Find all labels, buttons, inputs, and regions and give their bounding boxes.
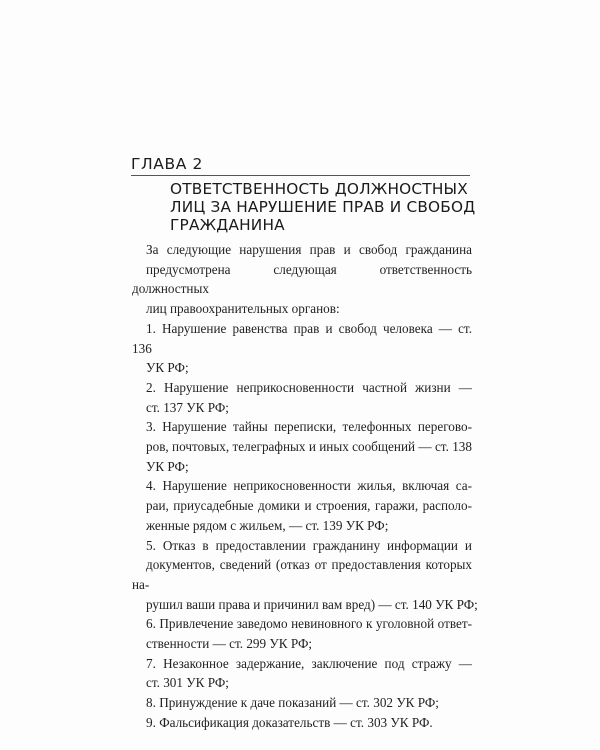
chapter-title-line: ЛИЦ ЗА НАРУШЕНИЕ ПРАВ И СВОБОД [170,198,476,216]
list-item [132,417,472,476]
chapter-title-line: ГРАЖДАНИНА [170,216,285,234]
text-line: 7. Незаконное задержание, заключение под стражу — [146,655,472,671]
chapter-label: ГЛАВА 2 [131,155,203,173]
text-line: лиц правоохранительных органов: [146,301,340,317]
text-line: раи, приусадебные домики и строения, гаражи, располо- [146,498,472,514]
text-line: 2. Нарушение неприкосновенности частной жизни — [146,379,472,395]
text-line: женные рядом с жильем, — ст. 139 УК РФ; [146,517,389,533]
list-item [132,536,478,615]
list-item [132,476,472,535]
chapter-title-line: ОТВЕТСТВЕННОСТЬ ДОЛЖНОСТНЫХ [170,180,468,198]
text-line: УК РФ; [146,360,189,376]
text-line: 3. Нарушение тайны переписки, телефонных перегово- [146,419,472,435]
list-item [132,614,472,653]
text-line: 5. Отказ в предоставлении гражданину информации и [146,537,472,553]
list-item [132,378,472,417]
text-line: ст. 137 УК РФ; [146,399,229,415]
text-line: УК РФ; [146,458,189,474]
text-line: рушил ваши права и причинил вам вред) — ст. 140 УК РФ; [146,596,478,612]
text-line: документов, сведений (отказ от предоставления которых на- [132,557,472,592]
body-text [132,240,478,733]
intro-paragraph [132,240,472,319]
text-line: 9. Фальсификация доказательств — ст. 303 УК РФ. [146,714,433,730]
text-line: 1. Нарушение равенства прав и свобод человека — ст. 136 [132,320,472,356]
text-line: ров, почтовых, телеграфных и иных сообщений — ст. 138 [146,439,472,455]
list-item [132,654,472,693]
list-item [132,713,472,733]
list-item [132,693,472,713]
chapter-divider [131,175,470,176]
text-line: 4. Нарушение неприкосновенности жилья, включая са- [146,478,472,494]
text-line: предусмотрена следующая ответственность должностных [132,261,472,297]
text-line: 6. Привлечение заведомо невиновного к уголовной ответ- [146,616,472,632]
list-item [132,319,472,378]
text-line: ственности — ст. 299 УК РФ; [146,636,313,652]
text-line: За следующие нарушения прав и свобод гражданина [146,242,472,257]
chapter-title [170,180,476,234]
text-line: 8. Принуждение к даче показаний — ст. 302 УК РФ; [146,695,439,711]
text-line: ст. 301 УК РФ; [146,675,229,691]
